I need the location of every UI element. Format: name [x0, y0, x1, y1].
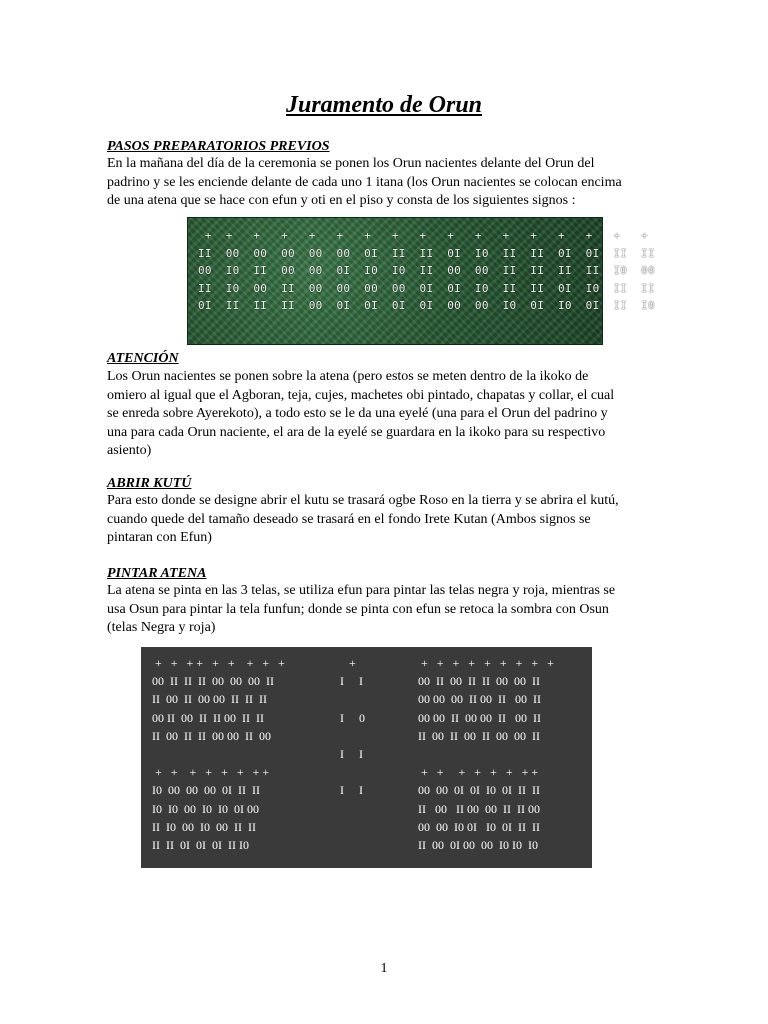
signs-row: 00 II 00 II II 00 II II [152, 710, 264, 725]
signs-row [340, 763, 365, 781]
signs-row [418, 745, 554, 763]
signs-row: I I [340, 674, 363, 689]
signs-row: 00 00 I0 0I I0 0I II II [418, 819, 540, 834]
signs-row: 00 00 00 II 00 II 00 II [418, 692, 541, 707]
signs-row [340, 690, 365, 708]
signs-row: I 0 [340, 710, 365, 725]
signs-row: + + + + + + + + + [152, 656, 285, 670]
paragraph-line: asiento) [107, 443, 152, 458]
paragraph-line: cuando quede del tamaño deseado se trasará en el fondo Irete Kutan (Ambos signos se [107, 511, 591, 527]
signs-row [340, 836, 365, 854]
section-body-pasos [107, 155, 661, 211]
section-heading-abrir-kutu: ABRIR KUTÚ [107, 476, 192, 491]
signs-row: I0 00 00 00 0I II II [152, 783, 260, 798]
signs-row: + + + + + + + + + [418, 656, 554, 670]
paragraph-line: pintaran con Efun) [107, 530, 212, 545]
section-body-atencion [107, 368, 661, 461]
signs-row [340, 727, 365, 745]
signs-row: 00 00 II 00 00 II 00 II [418, 710, 541, 725]
signs-row: II 00 0I 00 00 I0 I0 I0 [418, 837, 538, 852]
signs-row [340, 800, 365, 818]
signs-row: II I0 00 II 00 00 00 00 0I 0I I0 II II 0I I0 II II [198, 281, 655, 295]
paragraph-line: Para esto donde se designe abrir el kutu se trasará ogbe Roso en la tierra y se abrira el kutú, [107, 493, 619, 508]
signs-row: 00 II 00 II II 00 00 II [418, 674, 540, 689]
signs-column-left [152, 654, 285, 854]
signs-row: II 00 II II 00 00 II 00 [152, 728, 271, 743]
signs-row: I I [340, 746, 363, 761]
signs-row: + + + + + + + + [152, 765, 270, 780]
signs-row: II II 0I 0I 0I II I0 [152, 837, 249, 852]
paragraph-line: padrino y se les enciende delante de cada uno 1 itana (los Orun nacientes se colocan encima [107, 174, 622, 190]
signs-row: I0 I0 00 I0 I0 0I 00 [152, 801, 259, 816]
signs-image-dark [141, 647, 592, 868]
signs-row: + + + + + + + + + + + + + + + + + [198, 229, 648, 242]
signs-row: II 00 II 00 00 II II 00 [418, 801, 540, 816]
signs-row: II 00 00 00 00 00 0I II II 0I I0 II II 0I 0I II II [198, 246, 655, 260]
signs-row: II 00 II 00 II 00 00 II [418, 728, 540, 743]
paragraph-line: (telas Negra y roja) [107, 620, 216, 635]
signs-row: 0I II II II 00 0I 0I 0I 0I 00 00 I0 0I I0 0I II I0 [198, 299, 655, 312]
signs-row: II 00 II 00 00 II II II [152, 692, 267, 707]
signs-row: II I0 00 I0 00 II II [152, 819, 256, 834]
section-heading-pintar-atena: PINTAR ATENA [107, 566, 207, 581]
page-title: Juramento de Orun [285, 92, 483, 118]
paragraph-line: usa Osun para pintar la tela funfun; donde se pinta con efun se retoca la sombra con Osun [107, 601, 609, 617]
signs-row [340, 818, 365, 836]
signs-row: + + + + + + + + [418, 765, 539, 780]
paragraph-line: omiero al igual que el Agboran, teja, cujes, machetes obi pintado, chapatas y collar, el cual [107, 387, 615, 403]
signs-row: + [340, 656, 356, 670]
section-body-abrir-kutu [107, 492, 661, 548]
signs-image-green [187, 217, 655, 345]
paragraph-line: se enreda sobre Ayerekoto), a todo esto se le da una eyelé (una para el Orun del padrino y [107, 406, 608, 421]
signs-column-middle [340, 654, 365, 854]
signs-row: 00 00 0I 0I I0 0I II II [418, 783, 540, 798]
paragraph-line: una para cada Orun naciente, el ara de la eyelé se guardara en la ikoko para su respectivo [107, 424, 606, 440]
signs-column-right [418, 654, 554, 854]
paragraph-line: Los Orun nacientes se ponen sobre la atena (pero estos se meten dentro de la ikoko de [107, 369, 589, 384]
paragraph-line: En la mañana del día de la ceremonia se ponen los Orun nacientes delante del Orun del [107, 156, 595, 171]
signs-row: 00 II II II 00 00 00 II [152, 674, 274, 689]
section-heading-atencion: ATENCIÓN [107, 351, 179, 366]
section-heading-pasos: PASOS PREPARATORIOS PREVIOS [107, 139, 330, 154]
signs-row [152, 745, 285, 763]
section-body-pintar-atena [107, 582, 661, 638]
paragraph-line: de una atena que se hace con efun y oti en el piso y consta de los siguientes signos : [107, 193, 576, 208]
signs-row: 00 I0 II 00 00 0I I0 I0 II 00 00 II II II II I0 00 [198, 264, 655, 277]
page-number: 1 [380, 961, 388, 976]
paragraph-line: La atena se pinta en las 3 telas, se utiliza efun para pintar las telas negra y roja, mientras se [107, 583, 616, 598]
signs-row: I I [340, 783, 363, 798]
